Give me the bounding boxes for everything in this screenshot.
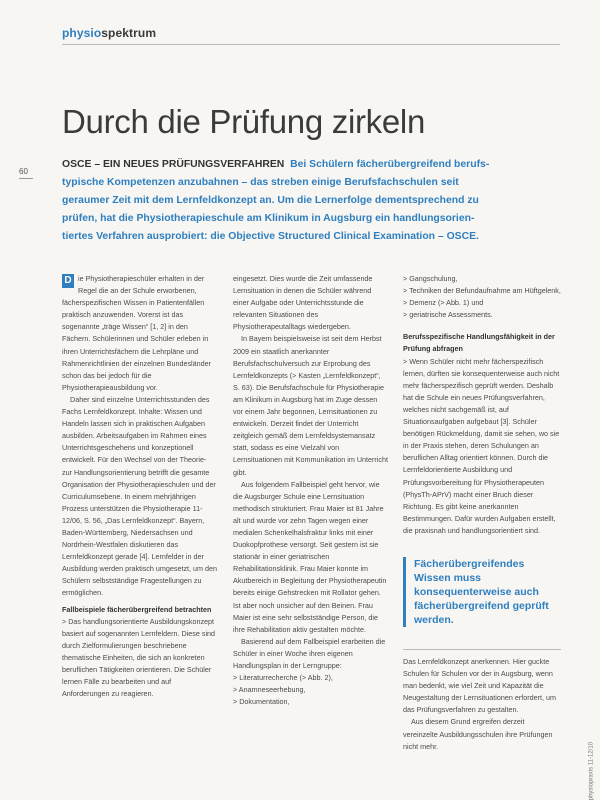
subheading: Berufsspezifische Handlungsfähigkeit in der Prüfung abfragen — [403, 332, 555, 354]
paragraph: eingesetzt. Dies wurde die Zeit umfassende Lernsituation in denen die Schüler während einer Aufgabe oder Unterrichtsstunde die relevanten Situationen des Physiotherapeutalltags wiedergeben. — [233, 274, 373, 332]
header-divider — [62, 44, 560, 45]
paragraph: Aus diesem Grund ergreifen derzeit vereinzelte Ausbildungsschulen ihre Prüfungen nicht mehr. — [403, 717, 553, 751]
brand-part-physio: physio — [62, 26, 102, 40]
column-2 — [233, 273, 389, 708]
paragraph: > Wenn Schüler nicht mehr fächerspezifisch lernen, dürften sie konsequenterweise auch nicht mehr fächerspezifisch geprüft werden. Deshalb hat die Schule ein neues Prüfungsverfahren, welches nicht sachgemäß ist, auf Situationsaufgaben aufgebaut [3]. Schüler benötigen Rückmeldung, damit sie sehen, wo sie in der Praxis stehen, deren Schulungen an beruflichen Alltag orientiert können. Durch die Lernfeldorientierte Ausbildung und Prüfungsvorbereitung für Physiotherapeuten (PhysTh-APrV) macht einer Bruch dieser Richtung. Es gibt keine anerkannten Bestimmungen. Dafür wurden Aufgaben erstellt, die praxisnah und handlungsorientiert sind. — [403, 356, 560, 535]
article-title: Durch die Prüfung zirkeln — [62, 103, 426, 140]
brand-part-spektrum: spektrum — [101, 26, 157, 40]
paragraph: In Bayern beispielsweise ist seit dem Herbst 2009 ein staatlich anerkannter Berufsfachschulversuch zur Erprobung des Lernfeldkonzepts (> Kasten „Lernfeldkonzept“, S. 63). Die Berufsfachschule für Physiotherapie am Klinikum in Augsburg hat im Zuge dessen vor einem Jahr begonnen, Lernsituationen zu entwickeln. Derzeit findet der Unterricht zeitgleich gemäß dem Lernfeldsystemansatz statt, sodass es eine Vielzahl von Lernsituationen mit Kommunikation im Unterricht gibt. — [233, 334, 388, 477]
page-number: 60 — [19, 167, 28, 176]
column-3 — [403, 273, 561, 753]
bullet-list — [233, 672, 389, 708]
list-item: > Techniken der Befundaufnahme am Hüftgelenk, — [403, 286, 561, 296]
paragraph: Aus folgendem Fallbeispiel geht hervor, wie die Augsburger Schule eine Lernsituation methodisch strukturiert. Frau Maier ist 81 Jahre alt und wurde vor zehn Tagen wegen einer medialen Schenkelhalsfraktur links mit einer Duokopfprothese versorgt. Seit gestern ist sie stationär in einer geriatrischen Rehabilitationsklinik. Frau Maier konnte im Akutbereich in Begleitung der Physiotherapeutin bereits einige Gehstrecken mit Rollator gehen. Ist aber noch unsicher auf den Beinen. Frau Maier ist eine sehr selbstständige Person, die ihre Rehabilitation aktiv gestalten möchte. — [233, 479, 387, 634]
list-item: > Gangschulung, — [403, 274, 458, 283]
article-lead-text: Bei Schülern fächerübergreifend berufstypische Kompetenzen anzubahnen – das streben einige Berufsfachschulen seit geraumer Zeit mit dem Lernfeldkonzept an. Um die Lernerfolge dementsprechend zu prüfen, hat die Physiotherapieschule am Klinikum in Augsburg ein handlungsorientiertes Verfahren ausprobiert: die Objective Structured Clinical Examination – OSCE. — [62, 159, 490, 242]
list-item: > Literaturrecherche (> Abb. 2), — [233, 673, 333, 683]
article-body — [62, 273, 574, 783]
bullet-list — [403, 273, 561, 321]
article-lead — [62, 156, 502, 246]
subheading: Fallbeispiele fächerübergreifend betrachten — [62, 604, 212, 614]
paragraph: Das Lernfeldkonzept anerkennen. Hier guckte Schulen für Schulen vor der in Augsburg, wenn man bedenkt, wie viel Zeit und Kapazität die Neugestaltung der Lernsituationen erfordert, um das Prüfungsverfahren zu gestalten. — [403, 656, 557, 715]
paragraph — [62, 273, 218, 394]
magazine-section-brand — [62, 26, 156, 40]
paragraph: > Das handlungsorientierte Ausbildungskonzept basiert auf sogenannten Lernfeldern. Diese sind durch Zielformulierungen beschriebene thematische Einheiten, die sich an konkreten beruflichen Tätigkeiten orientieren. Die Schüler lernen Fälle zu bearbeiten und auf Anforderungen zu reagieren. — [62, 616, 216, 699]
side-footer-text: physiopraxis 11-12/10 — [588, 742, 594, 800]
list-item: > Dokumentation, — [233, 697, 290, 707]
pull-quote-divider — [403, 649, 561, 650]
pull-quote: Fächerübergreifendes Wissen muss konsequenterweise auch fächerübergreifend geprüft werden. — [403, 557, 561, 627]
paragraph: Daher sind einzelne Unterrichtsstunden des Fachs Lernfeldkonzept. Inhalte: Wissen und Handeln lassen sich in praktischen Aufgaben ausbilden. Arbeitsaufgaben im Rahmen eines Unterrichtsgeschehens und konzeptionell entwickelt. Für den Wechsel von der Theorie- zur Handlungsorientierung betrifft die gesamte Organisation der Physiotherapieschulen und der Curriculumsebene. In einem mehrjährigen Prozess unterstützen die Physiotherapie 11-12/06, S. 56, „Das Lernfeldkonzept“. Bayern, Baden-Württemberg, Niedersachsen und Nordrhein-Westfalen diskutieren das Lernfeldkonzept gerade [4]. Lernfelder in der Ausbildung werden praktisch umgesetzt, um den Schülern selbstständige Fragestellungen zu ermöglichen. — [62, 394, 218, 598]
list-item: > Demenz (> Abb. 1) und — [403, 298, 484, 308]
article-kicker: OSCE – EIN NEUES PRÜFUNGSVERFAHREN — [62, 159, 285, 170]
page-number-rule — [19, 178, 33, 179]
paragraph-text: ie Physiotherapieschüler erhalten in der Regel die an der Schule erworbenen, fächerspezifischen Wissen in Patientenfällen praktisch anzuwenden. Vorerst ist das sogenannte „träge Wissen“ [1, 2] in den Fächern. Schülerinnen und Schüler erleben in ihren Unterrichtsfächern die Lehrpläne und Rahmenrichtlinien der einzelnen Bundesländer schon das bei jedoch für die Physiotherapieausbildung vor. — [62, 274, 212, 392]
list-item: > geriatrische Assessments. — [403, 310, 493, 320]
paragraph: Basierend auf dem Fallbeispiel erarbeiten die Schüler in einer Woche ihren eigenen Handlungsplan in der Lerngruppe: — [233, 636, 386, 670]
dropcap: D — [62, 274, 74, 288]
column-1 — [62, 273, 218, 700]
list-item: > Anamneseerhebung, — [233, 685, 306, 695]
